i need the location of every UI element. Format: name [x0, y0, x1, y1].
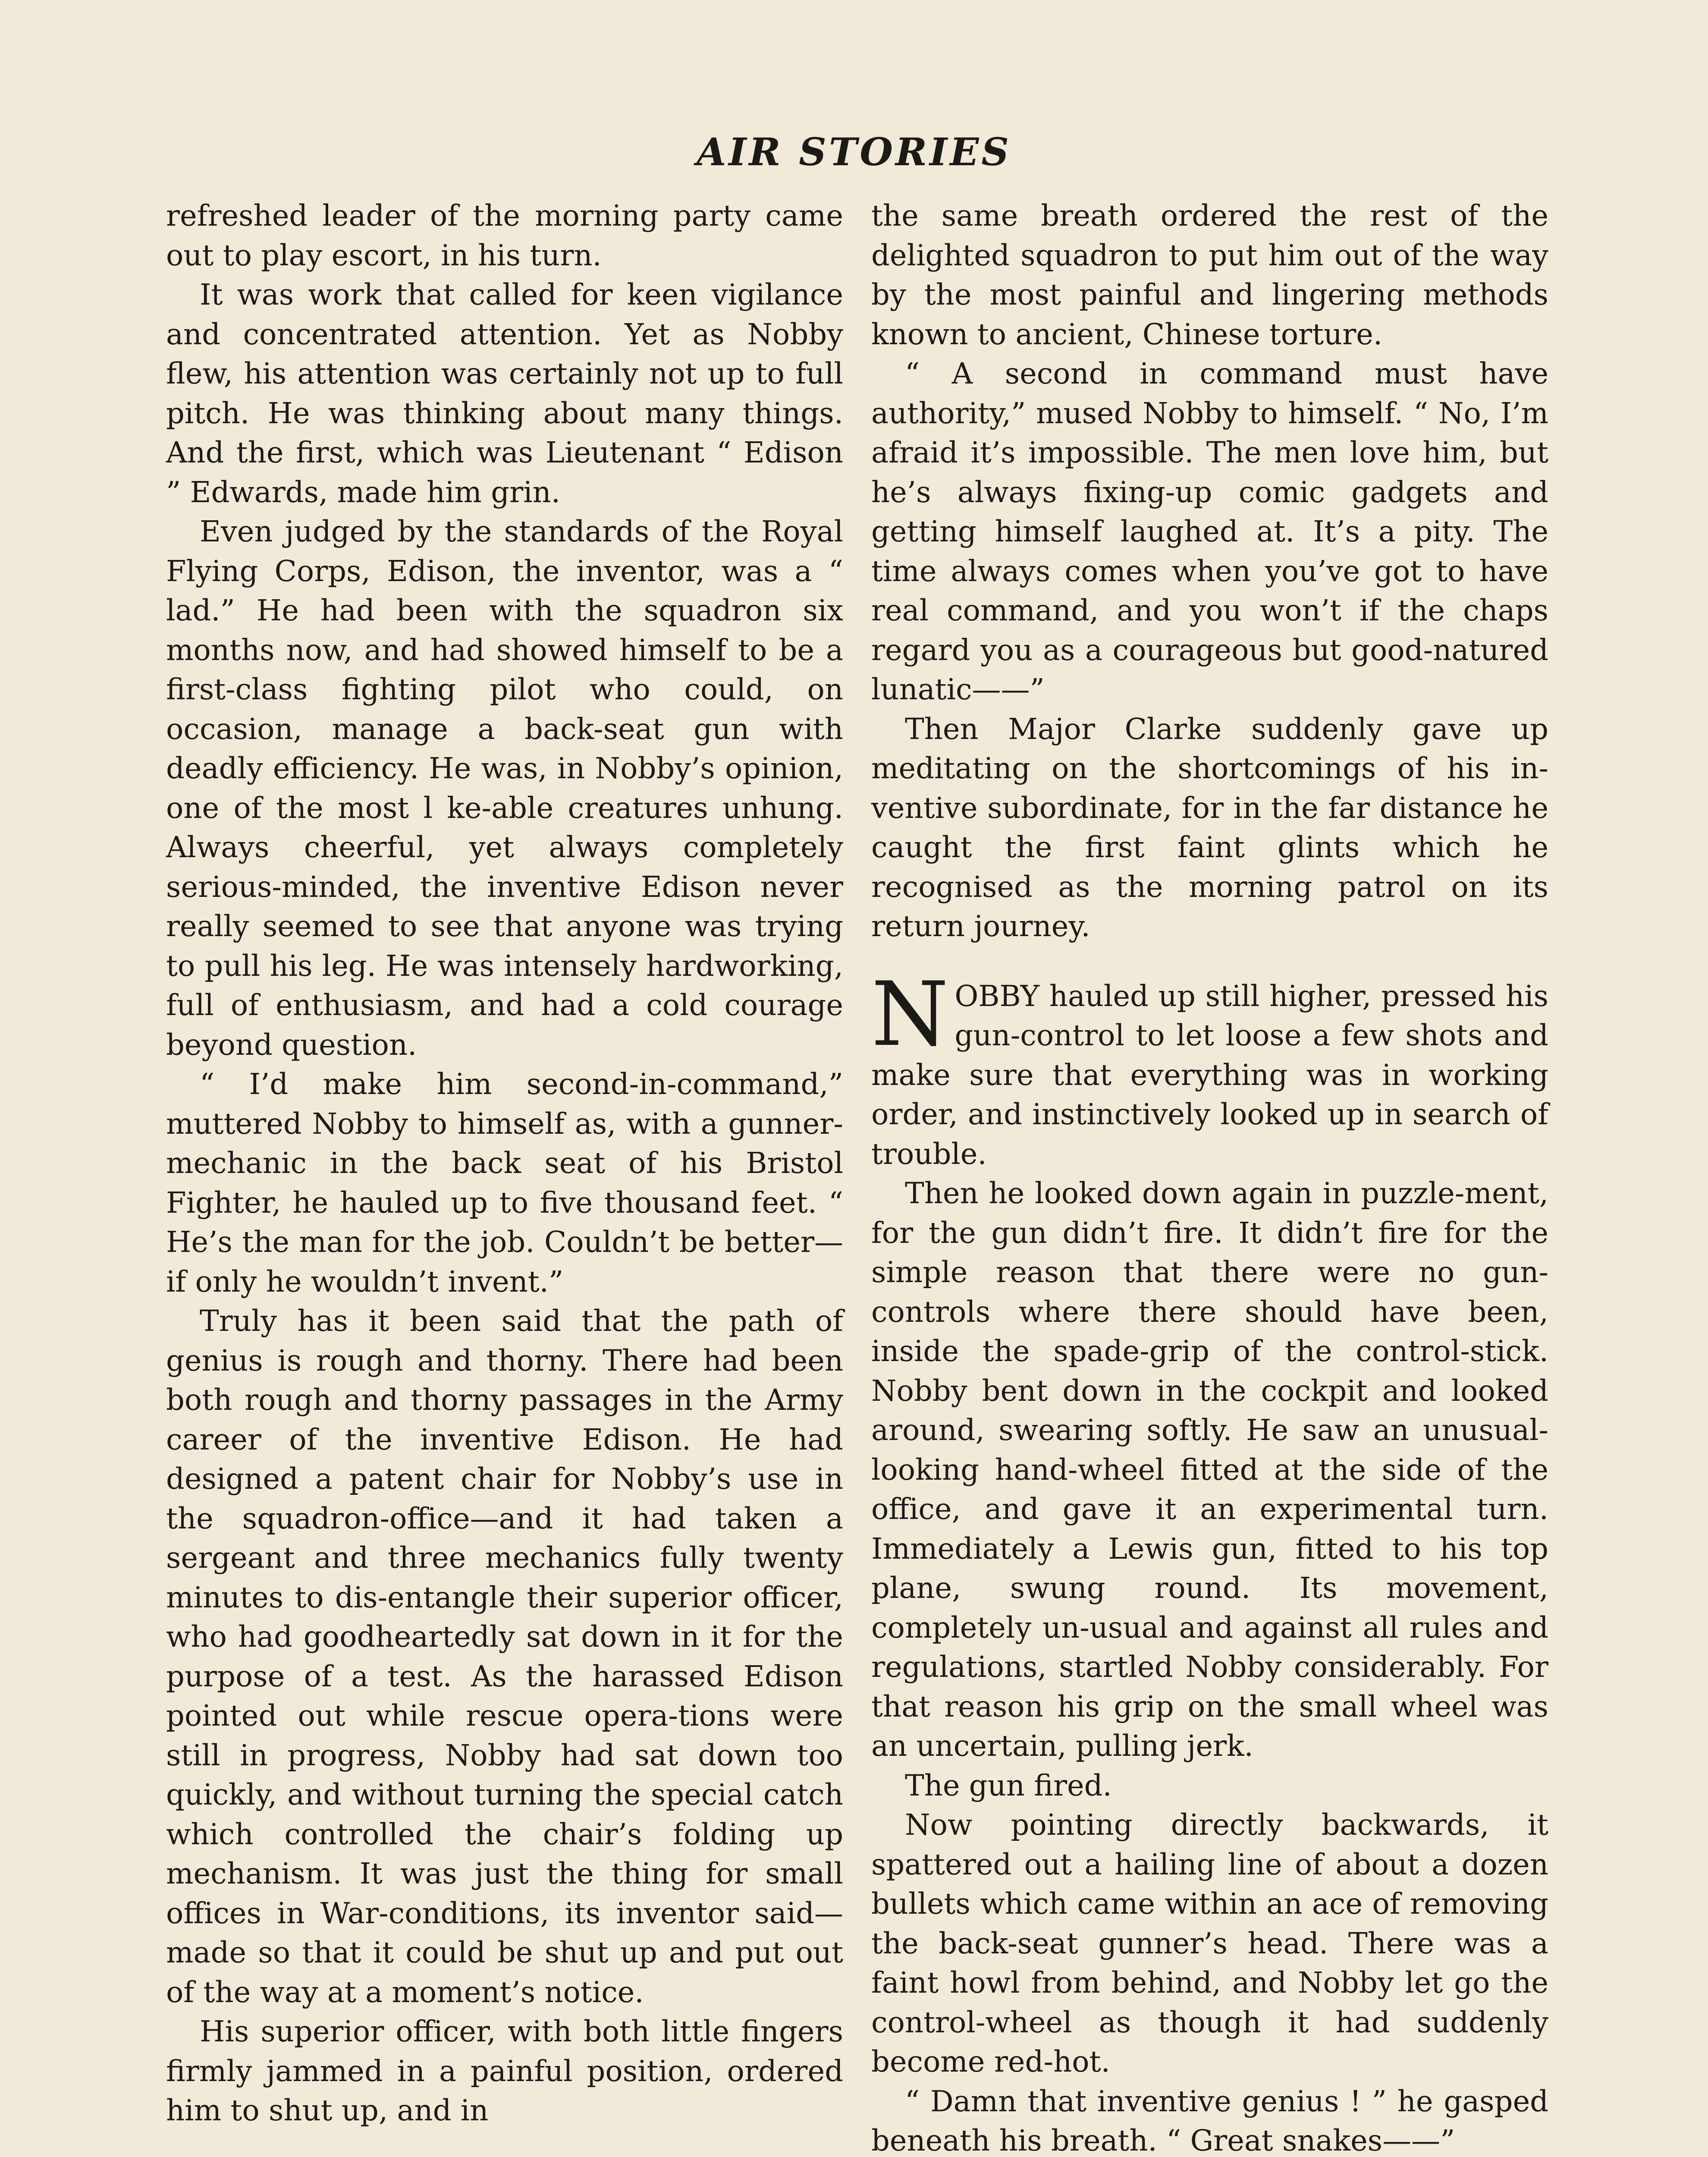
dropcap-letter: N — [871, 963, 949, 1066]
running-title: AIR STORIES — [697, 129, 1011, 174]
paragraph: Truly has it been said that the path of genius is rough and thorny. There had been both rough and thorny passages in the Army career of the inventive Edison. He had designed a patent chair for Nobby’s use in the squadron-office—and it had taken a sergeant and three mechanics fully twenty minutes to dis-entangle their superior officer, who had goodheartedly sat down in it for the purpose of a test. As the harassed Edison pointed out while rescue opera-tions were still in progress, Nobby had sat down too quickly, and without turning the special catch which controlled the chair’s folding up mechanism. It was just the thing for small offices in War-conditions, its inventor said—made so that it could be shut up and put out of the way at a moment’s notice. — [166, 1304, 843, 2009]
paragraph: “ A second in command must have authority,” mused Nobby to himself. “ No, I’m afraid it’s impossible. The men love him, but he’s always fixing-up comic gadgets and getting himself laughed at. It’s a pity. The time always comes when you’ve got to have real command, and you won’t if the chaps regard you as a courageous but good-natured lunatic——” — [871, 357, 1548, 706]
paragraph: Even judged by the standards of the Royal Flying Corps, Edison, the inventor, was a “ lad.” He had been with the squadron six months now, and had showed himself to be a first-class fighting pilot who could, on occasion, manage a back-seat gun with deadly efficiency. He was, in Nobby’s opinion, one of the most l ke-able creatures unhung. Always cheerful, yet always completely serious-minded, the inventive Edison never really seemed to see that anyone was trying to pull his leg. He was intensely hardworking, full of enthusiasm, and had a cold courage beyond question. — [166, 515, 843, 1062]
paragraph: “ I’d make him second-in-command,” muttered Nobby to himself as, with a gunner-mechanic in the back seat of his Bristol Fighter, he hauled up to five thousand feet. “ He’s the man for the job. Couldn’t be better—if only he wouldn’t invent.” — [166, 1067, 843, 1299]
dropcap-text: OBBY hauled up still higher, pressed his gun-control to let loose a few shots and make sure that everything was in working order, and instinctively looked up in search of trouble. — [871, 979, 1548, 1171]
paragraph: refreshed leader of the morning party came out to play escort, in his turn. — [166, 199, 843, 272]
paragraph: Then he looked down again in puzzle-ment, for the gun didn’t fire. It didn’t fire for the simple reason that there were no gun-controls where there should have been, inside the spade-grip of the control-stick. Nobby bent down in the cockpit and looked around, swearing softly. He saw an unusual-looking hand-wheel fitted at the side of the office, and gave it an experimental turn. Immediately a Lewis gun, fitted to his top plane, swung round. Its movement, completely un-usual and against all rules and regulations, startled Nobby considerably. For that reason his grip on the small wheel was an uncertain, pulling jerk. — [871, 1176, 1548, 1763]
paragraph: “ Damn that inventive genius ! ” he gasped beneath his breath. “ Great snakes——” — [871, 2084, 1548, 2157]
left-column — [166, 196, 843, 2131]
paragraph: Now pointing directly backwards, it spattered out a hailing line of about a dozen bullets which came within an ace of removing the back-seat gunner’s head. There was a faint howl from behind, and Nobby let go the control-wheel as though it had suddenly become red-hot. — [871, 1808, 1548, 2078]
paragraph: The gun fired. — [905, 1768, 1112, 1802]
paragraph: the same breath ordered the rest of the delighted squadron to put him out of the way by the most painful and lingering methods known to ancient, Chinese torture. — [871, 199, 1548, 351]
right-column — [871, 196, 1548, 2157]
paragraph: His superior officer, with both little fingers firmly jammed in a painful position, ordered him to shut up, and in — [166, 2015, 843, 2127]
paragraph: It was work that called for keen vigilance and concentrated attention. Yet as Nobby flew, his attention was certainly not up to full pitch. He was thinking about many things. And the first, which was Lieutenant “ Edison ” Edwards, made him grin. — [166, 278, 843, 509]
paragraph: Then Major Clarke suddenly gave up meditating on the shortcomings of his in-ventive subordinate, for in the far distance he caught the first faint glints which he recognised as the morning patrol on its return journey. — [871, 712, 1548, 943]
dropcap-paragraph — [871, 963, 1548, 1174]
